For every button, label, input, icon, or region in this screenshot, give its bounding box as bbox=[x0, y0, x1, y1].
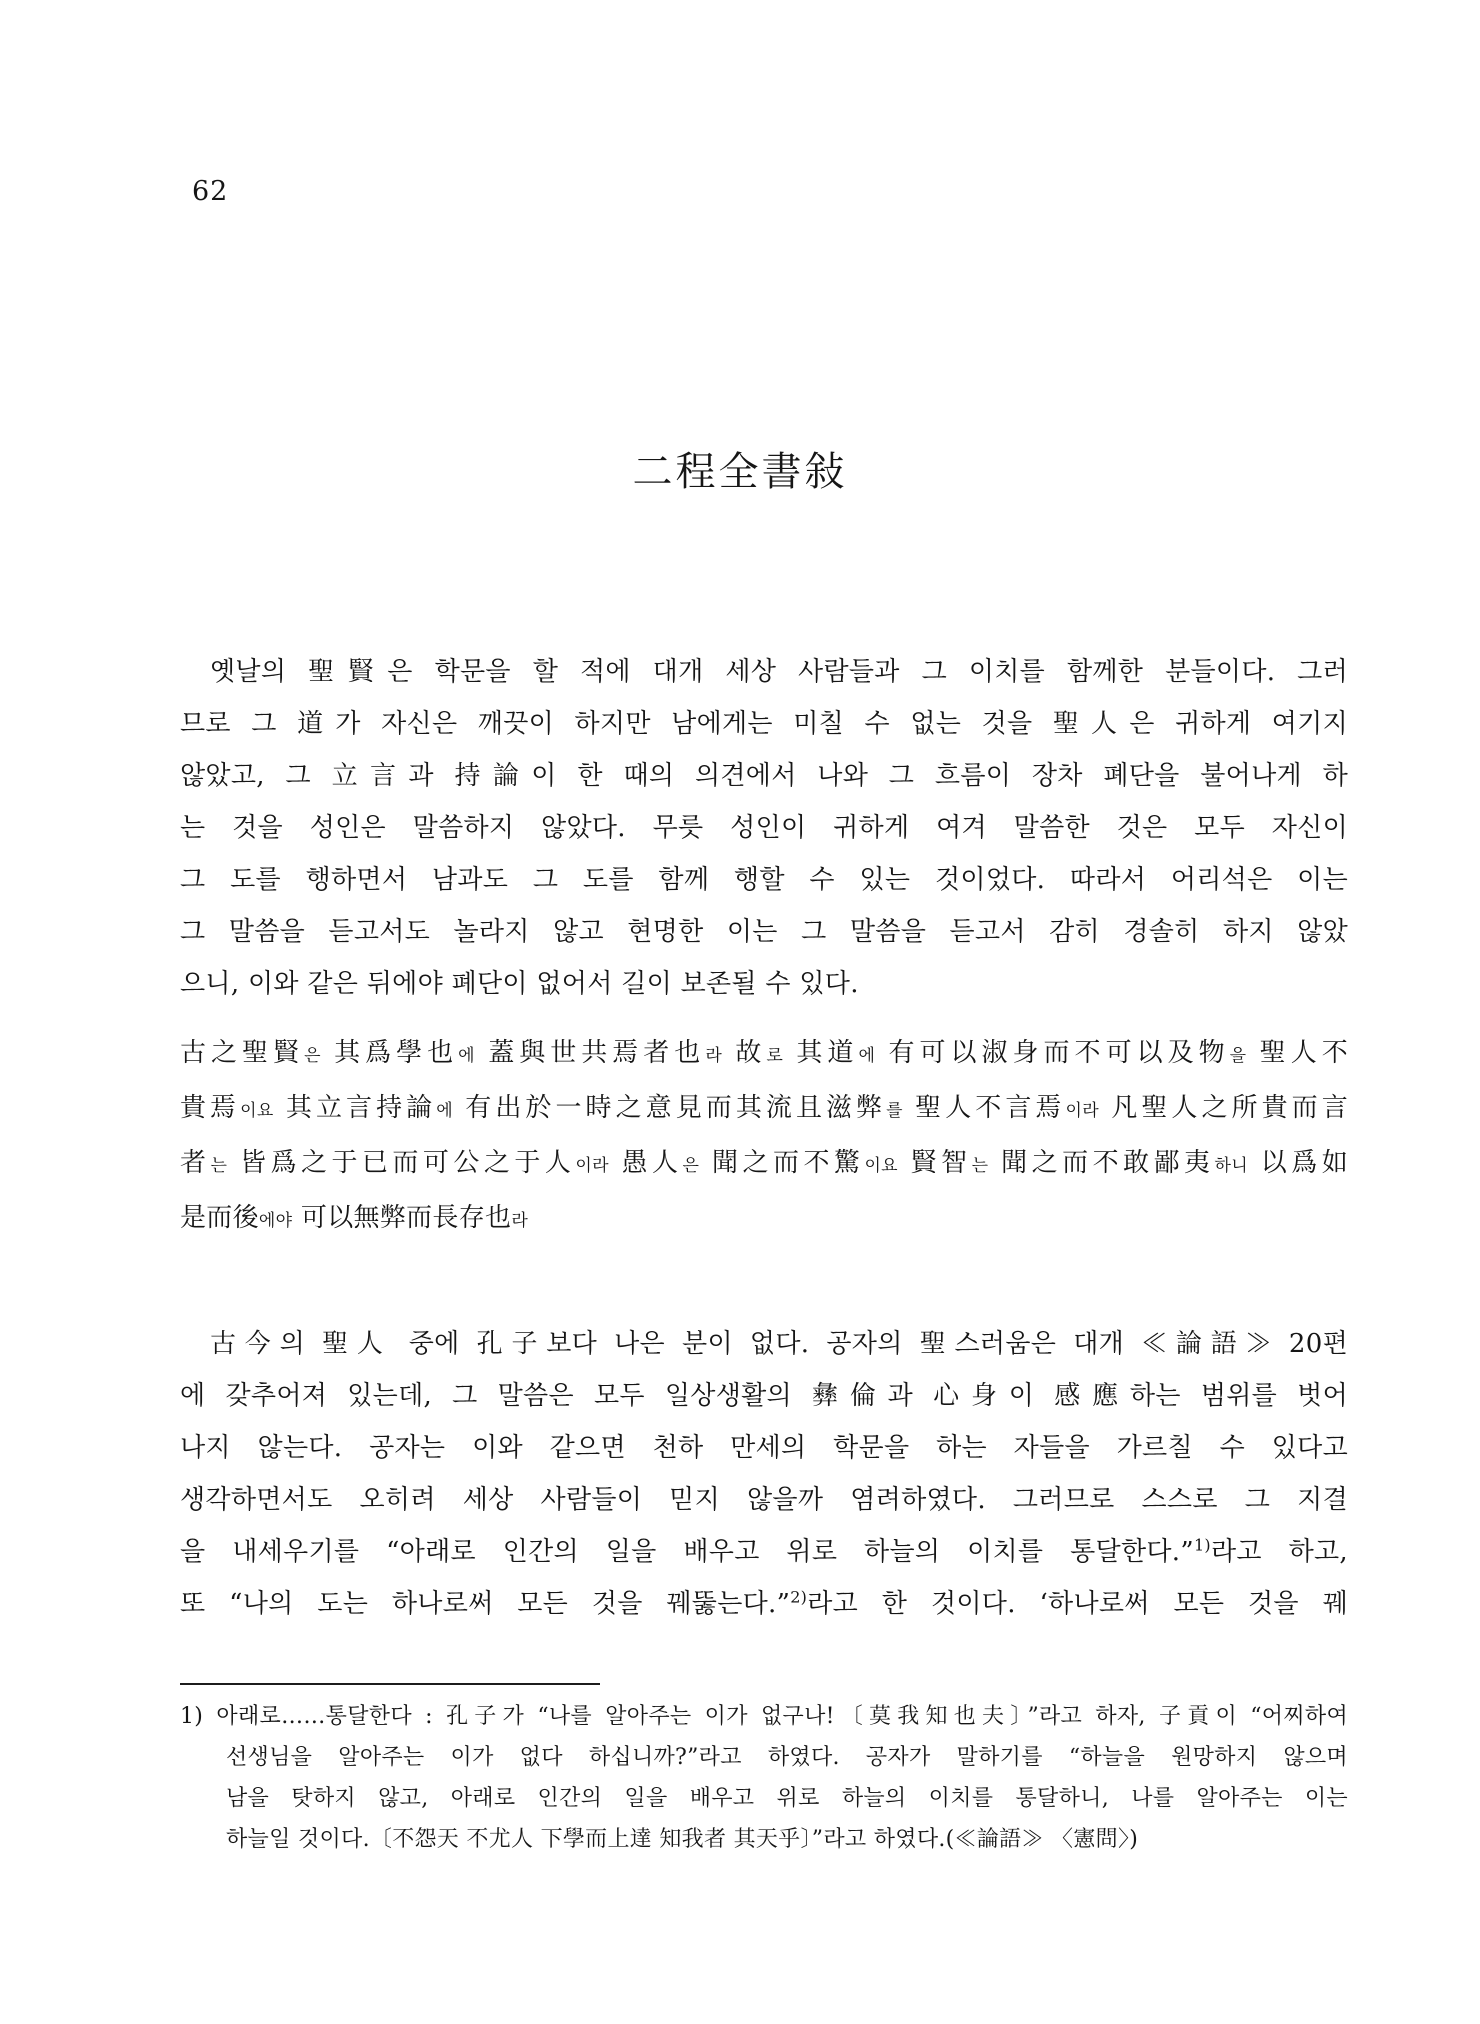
text-line bbox=[180, 1696, 1348, 1737]
text-segment: 생각하면서도 오히려 세상 사람들이 믿지 않을까 염려하였다. 그러므로 스스로 그 지결 bbox=[180, 1485, 1348, 1515]
hangul-particle: 라 bbox=[511, 1211, 529, 1231]
text-segment: 남을 탓하지 않고, 아래로 인간의 일을 배우고 위로 하늘의 이치를 통달하니, 나를 알아주는 이는 bbox=[226, 1786, 1348, 1811]
text-line bbox=[180, 1526, 1348, 1578]
text-segment: 라고 하고, bbox=[1210, 1537, 1348, 1567]
text-line bbox=[226, 1778, 1348, 1819]
text-line bbox=[180, 698, 1348, 750]
text-segment: 하늘일 것이다.〔不怨天 不尤人 下學而上達 知我者 其天乎〕”라고 하였다.(≪論語≫ 〈憲問〉) bbox=[226, 1827, 1139, 1852]
text-segment: 을 내세우기를 “아래로 인간의 일을 배우고 위로 하늘의 이치를 통달한다.” bbox=[180, 1537, 1194, 1567]
text-segment: 그 말씀을 듣고서도 놀라지 않고 현명한 이는 그 말씀을 듣고서 감히 경솔히 하지 않았 bbox=[180, 917, 1348, 947]
text-line bbox=[226, 1737, 1348, 1778]
text-segment: 그 도를 행하면서 남과도 그 도를 함께 행할 수 있는 것이었다. 따라서 어리석은 이는 bbox=[180, 865, 1348, 895]
text-segment: 에 갖추어져 있는데, 그 말씀은 모두 일상생활의 彝倫과 心身이 感應하는 범위를 벗어 bbox=[180, 1381, 1348, 1411]
text-segment: 愚人 bbox=[608, 1148, 683, 1178]
hangul-particle: 이요 bbox=[240, 1101, 274, 1121]
hangul-particle: 은 bbox=[682, 1156, 700, 1176]
text-segment: 皆爲之于已而可公之于人 bbox=[227, 1148, 576, 1178]
text-line bbox=[180, 802, 1348, 854]
document-title: 二程全書敍 bbox=[632, 449, 848, 495]
text-line bbox=[226, 1819, 1348, 1860]
text-segment: 옛날의 聖賢은 학문을 할 적에 대개 세상 사람들과 그 이치를 함께한 분들이다. 그러 bbox=[210, 657, 1348, 687]
text-segment: 賢智 bbox=[897, 1148, 972, 1178]
text-segment: 有出於一時之意見而其流且滋弊 bbox=[452, 1093, 887, 1123]
hangul-particle: 이요 bbox=[864, 1156, 898, 1176]
text-line bbox=[180, 906, 1348, 958]
hangul-particle: 하니 bbox=[1214, 1156, 1248, 1176]
text-segment: 므로 그 道가 자신은 깨끗이 하지만 남에게는 미칠 수 없는 것을 聖人은 귀하게 여기지 bbox=[180, 709, 1348, 739]
text-line bbox=[180, 854, 1348, 906]
text-segment: 으니, 이와 같은 뒤에야 폐단이 없어서 길이 보존될 수 있다. bbox=[180, 969, 859, 999]
hanmun-source-block bbox=[180, 1027, 1348, 1247]
hangul-particle: 이라 bbox=[575, 1156, 609, 1176]
hangul-particle: 를 bbox=[886, 1101, 903, 1121]
text-segment: 貴焉 bbox=[180, 1093, 241, 1123]
text-line bbox=[180, 1082, 1348, 1137]
text-line bbox=[180, 958, 1348, 1010]
footnote-marker: 1) bbox=[1193, 1535, 1211, 1555]
hangul-particle: 로 bbox=[766, 1046, 784, 1066]
text-segment: 聖人不言焉 bbox=[902, 1093, 1066, 1123]
text-segment: 라고 한 것이다. ‘하나로써 모든 것을 꿰 bbox=[807, 1589, 1348, 1619]
text-segment: 古之聖賢 bbox=[180, 1038, 305, 1068]
text-segment: 其道 bbox=[783, 1038, 859, 1068]
hangul-particle: 이라 bbox=[1065, 1101, 1099, 1121]
text-segment: 以爲如 bbox=[1247, 1148, 1349, 1178]
footnote-divider-rule bbox=[180, 1683, 600, 1685]
text-segment: 않았고, 그 立言과 持論이 한 때의 의견에서 나와 그 흐름이 장차 폐단을 불어나게 하 bbox=[180, 761, 1348, 791]
hangul-particle: 을 bbox=[1229, 1046, 1247, 1066]
hangul-particle: 에 bbox=[436, 1101, 453, 1121]
text-line bbox=[180, 1578, 1348, 1630]
hangul-particle: 에야 bbox=[258, 1211, 293, 1231]
text-segment: 其爲學也 bbox=[320, 1038, 459, 1068]
hangul-particle: 에 bbox=[858, 1046, 876, 1066]
text-segment: 蓋與世共焉者也 bbox=[474, 1038, 706, 1068]
text-line bbox=[180, 1318, 1348, 1370]
text-segment: 古今의 聖人 중에 孔子보다 나은 분이 없다. 공자의 聖스러움은 대개 ≪論語≫ 20편 bbox=[210, 1329, 1348, 1359]
text-segment: 故 bbox=[722, 1038, 767, 1068]
text-line bbox=[180, 1192, 1348, 1247]
text-line bbox=[180, 1474, 1348, 1526]
text-line bbox=[180, 646, 1348, 698]
footnote-marker: 2) bbox=[790, 1587, 808, 1607]
text-segment: 聖人不 bbox=[1246, 1038, 1349, 1068]
text-segment: 聞之而不敢鄙夷 bbox=[988, 1148, 1215, 1178]
translation-paragraph-2 bbox=[180, 1318, 1348, 1630]
page-number: 62 bbox=[192, 176, 229, 207]
text-line bbox=[180, 1370, 1348, 1422]
text-line bbox=[180, 1137, 1348, 1192]
text-line bbox=[180, 750, 1348, 802]
text-segment: 凡聖人之所貴而言 bbox=[1098, 1093, 1348, 1123]
text-segment: 是而後 bbox=[180, 1203, 259, 1233]
hangul-particle: 는 bbox=[210, 1156, 228, 1176]
text-segment: 有可以淑身而不可以及物 bbox=[875, 1038, 1230, 1068]
hangul-particle: 라 bbox=[705, 1046, 723, 1066]
text-segment: 는 것을 성인은 말씀하지 않았다. 무릇 성인이 귀하게 여겨 말씀한 것은 모두 자신이 bbox=[180, 813, 1348, 843]
text-segment: 또 “나의 도는 하나로써 모든 것을 꿰뚫는다.” bbox=[180, 1589, 791, 1619]
hangul-particle: 에 bbox=[458, 1046, 475, 1066]
text-segment: 可以無弊而長存也 bbox=[292, 1203, 512, 1233]
text-line bbox=[180, 1027, 1348, 1082]
text-segment: 其立言持論 bbox=[273, 1093, 437, 1123]
text-segment: 者 bbox=[180, 1148, 211, 1178]
text-line bbox=[180, 1422, 1348, 1474]
text-segment: 聞之而不驚 bbox=[699, 1148, 865, 1178]
text-segment: 나지 않는다. 공자는 이와 같으면 천하 만세의 학문을 하는 자들을 가르칠 수 있다고 bbox=[180, 1433, 1348, 1463]
text-segment: 선생님을 알아주는 이가 없다 하십니까?”라고 하였다. 공자가 말하기를 “하늘을 원망하지 않으며 bbox=[226, 1745, 1348, 1770]
footnote-1 bbox=[180, 1696, 1348, 1860]
text-segment: 1) 아래로……통달한다 : 孔子가 “나를 알아주는 이가 없구나!〔莫我知也夫〕”라고 하자, 子貢이 “어찌하여 bbox=[180, 1704, 1348, 1729]
hangul-particle: 는 bbox=[971, 1156, 989, 1176]
hangul-particle: 은 bbox=[304, 1046, 321, 1066]
translation-paragraph-1 bbox=[180, 646, 1348, 1010]
